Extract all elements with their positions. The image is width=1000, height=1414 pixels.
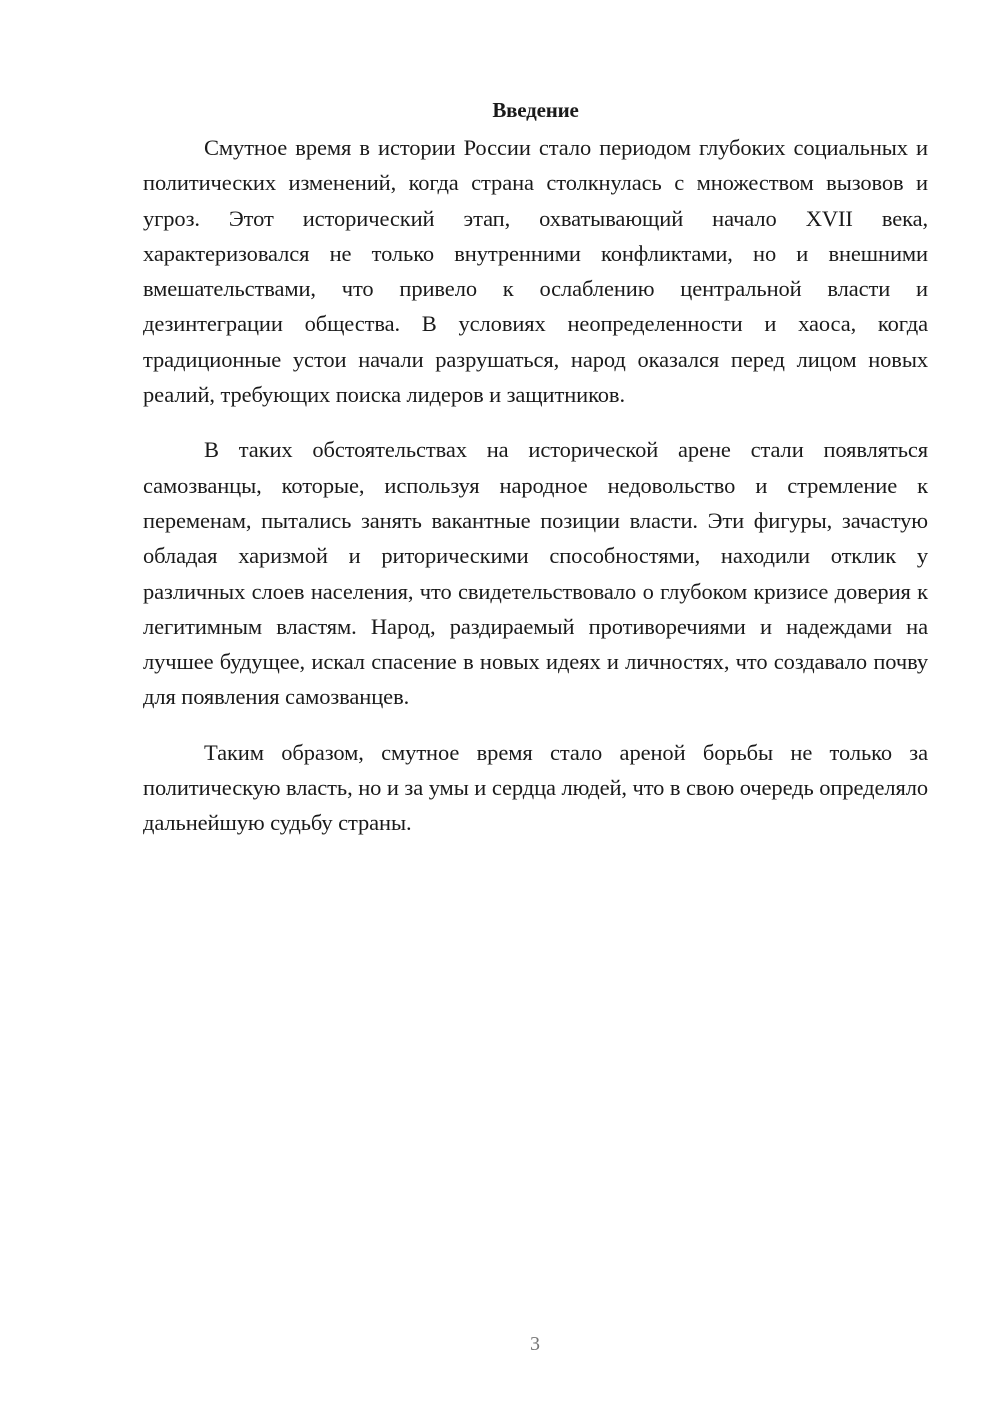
paragraph-1: Смутное время в истории России стало периодом глубоких социальных и политических изменений, когда страна столкнулась с множеством вызовов и угроз. Этот исторический этап, охватывающий начало XVII века, характеризовался не только внутренними конфликтами, но и внешними вмешательствами, что привело к ослаблению центральной власти и дезинтеграции общества. В условиях неопределенности и хаоса, когда традиционные устои начали разрушаться, народ оказался перед лицом новых реалий, требующих поиска лидеров и защитников. — [143, 135, 928, 408]
paragraph-3: Таким образом, смутное время стало ареной борьбы не только за политическую власть, но и за умы и сердца людей, что в свою очередь определяло дальнейшую судьбу страны. — [143, 739, 928, 836]
paragraph-2: В таких обстоятельствах на исторической арене стали появляться самозванцы, которые, используя народное недовольство и стремление к переменам, пытались занять вакантные позиции власти. Эти фигуры, зачастую обладая харизмой и риторическими способностями, находили отклик у различных слоев населения, что свидетельствовало о глубоком кризисе доверия к легитимным властям. Народ, раздираемый противоречиями и надеждами на лучшее будущее, искал спасение в новых идеях и личностях, что создавало почву для появления самозванцев. — [143, 437, 928, 710]
page-number: 3 — [530, 1333, 540, 1355]
page-content — [143, 92, 928, 861]
section-heading: Введение — [492, 98, 579, 122]
